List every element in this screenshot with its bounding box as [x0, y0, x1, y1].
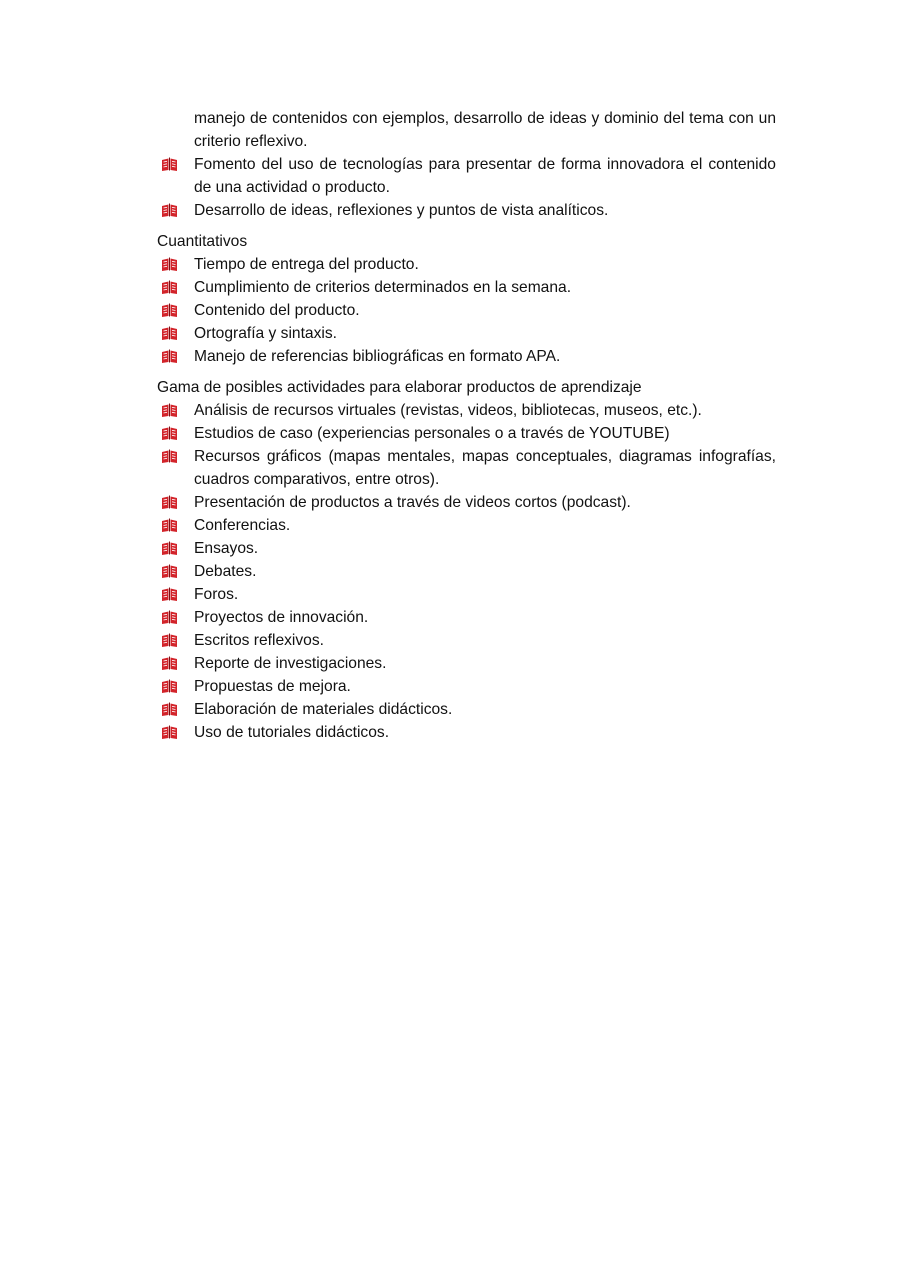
- intro-list: [157, 107, 776, 222]
- list-item-text: Cumplimiento de criterios determinados en la semana.: [194, 279, 572, 296]
- list-item: [157, 698, 776, 721]
- red-book-bullet-icon: [161, 157, 178, 172]
- list-item-text: Conferencias.: [194, 517, 291, 534]
- list-item-text: Debates.: [194, 563, 257, 580]
- red-book-bullet-icon: [161, 564, 178, 579]
- list-item-text: manejo de contenidos con ejemplos, desarrollo de ideas y dominio del tema con un criterio reflexivo.: [194, 110, 776, 150]
- list-item-text: Ensayos.: [194, 540, 259, 557]
- section-heading-cuantitativos: Cuantitativos: [157, 233, 248, 250]
- list-item-text: Tiempo de entrega del producto.: [194, 256, 419, 273]
- document-content: [157, 107, 776, 744]
- red-book-bullet-icon: [161, 326, 178, 341]
- red-book-bullet-icon: [161, 303, 178, 318]
- red-book-bullet-icon: [161, 725, 178, 740]
- list-item-text: Estudios de caso (experiencias personales o a través de YOUTUBE): [194, 425, 670, 442]
- list-item: [157, 199, 776, 222]
- list-item: [157, 491, 776, 514]
- list-item-text: Reporte de investigaciones.: [194, 655, 387, 672]
- red-book-bullet-icon: [161, 280, 178, 295]
- list-item: [157, 422, 776, 445]
- red-book-bullet-icon: [161, 426, 178, 441]
- list-item: [157, 399, 776, 422]
- list-item: [157, 537, 776, 560]
- list-item: [157, 675, 776, 698]
- red-book-bullet-icon: [161, 656, 178, 671]
- list-item-text: Escritos reflexivos.: [194, 632, 324, 649]
- list-item: [157, 514, 776, 537]
- red-book-bullet-icon: [161, 403, 178, 418]
- list-item-text: Proyectos de innovación.: [194, 609, 369, 626]
- red-book-bullet-icon: [161, 518, 178, 533]
- list-item: [157, 445, 776, 491]
- red-book-bullet-icon: [161, 203, 178, 218]
- list-item-text: Contenido del producto.: [194, 302, 360, 319]
- list-item: [157, 652, 776, 675]
- list-item: [157, 253, 776, 276]
- cuantitativos-list: [157, 253, 776, 368]
- actividades-list: [157, 399, 776, 744]
- list-item-text: Presentación de productos a través de videos cortos (podcast).: [194, 494, 631, 511]
- list-item: [157, 721, 776, 744]
- list-item-text: Desarrollo de ideas, reflexiones y puntos de vista analíticos.: [194, 202, 609, 219]
- list-item-text: Elaboración de materiales didácticos.: [194, 701, 453, 718]
- list-item: [157, 299, 776, 322]
- red-book-bullet-icon: [161, 349, 178, 364]
- red-book-bullet-icon: [161, 587, 178, 602]
- list-item-text: Foros.: [194, 586, 239, 603]
- red-book-bullet-icon: [161, 702, 178, 717]
- red-book-bullet-icon: [161, 610, 178, 625]
- list-item: [157, 606, 776, 629]
- red-book-bullet-icon: [161, 541, 178, 556]
- list-item-text: Propuestas de mejora.: [194, 678, 351, 695]
- list-item: [157, 560, 776, 583]
- list-item: [157, 276, 776, 299]
- list-item-text: Manejo de referencias bibliográficas en formato APA.: [194, 348, 561, 365]
- red-book-bullet-icon: [161, 495, 178, 510]
- list-item: [157, 345, 776, 368]
- red-book-bullet-icon: [161, 257, 178, 272]
- list-item-text: Ortografía y sintaxis.: [194, 325, 337, 342]
- list-item: [157, 583, 776, 606]
- section-heading-actividades: Gama de posibles actividades para elaborar productos de aprendizaje: [157, 379, 642, 396]
- red-book-bullet-icon: [161, 449, 178, 464]
- list-item-text: Análisis de recursos virtuales (revistas, videos, bibliotecas, museos, etc.).: [194, 402, 702, 419]
- red-book-bullet-icon: [161, 633, 178, 648]
- list-item: [157, 153, 776, 199]
- list-item: [157, 629, 776, 652]
- list-item: [157, 107, 776, 153]
- red-book-bullet-icon: [161, 679, 178, 694]
- list-item-text: Recursos gráficos (mapas mentales, mapas conceptuales, diagramas infografías, cuadros comparativos, entre otros).: [194, 448, 776, 488]
- list-item-text: Uso de tutoriales didácticos.: [194, 724, 390, 741]
- list-item-text: Fomento del uso de tecnologías para presentar de forma innovadora el contenido de una actividad o producto.: [194, 156, 776, 196]
- list-item: [157, 322, 776, 345]
